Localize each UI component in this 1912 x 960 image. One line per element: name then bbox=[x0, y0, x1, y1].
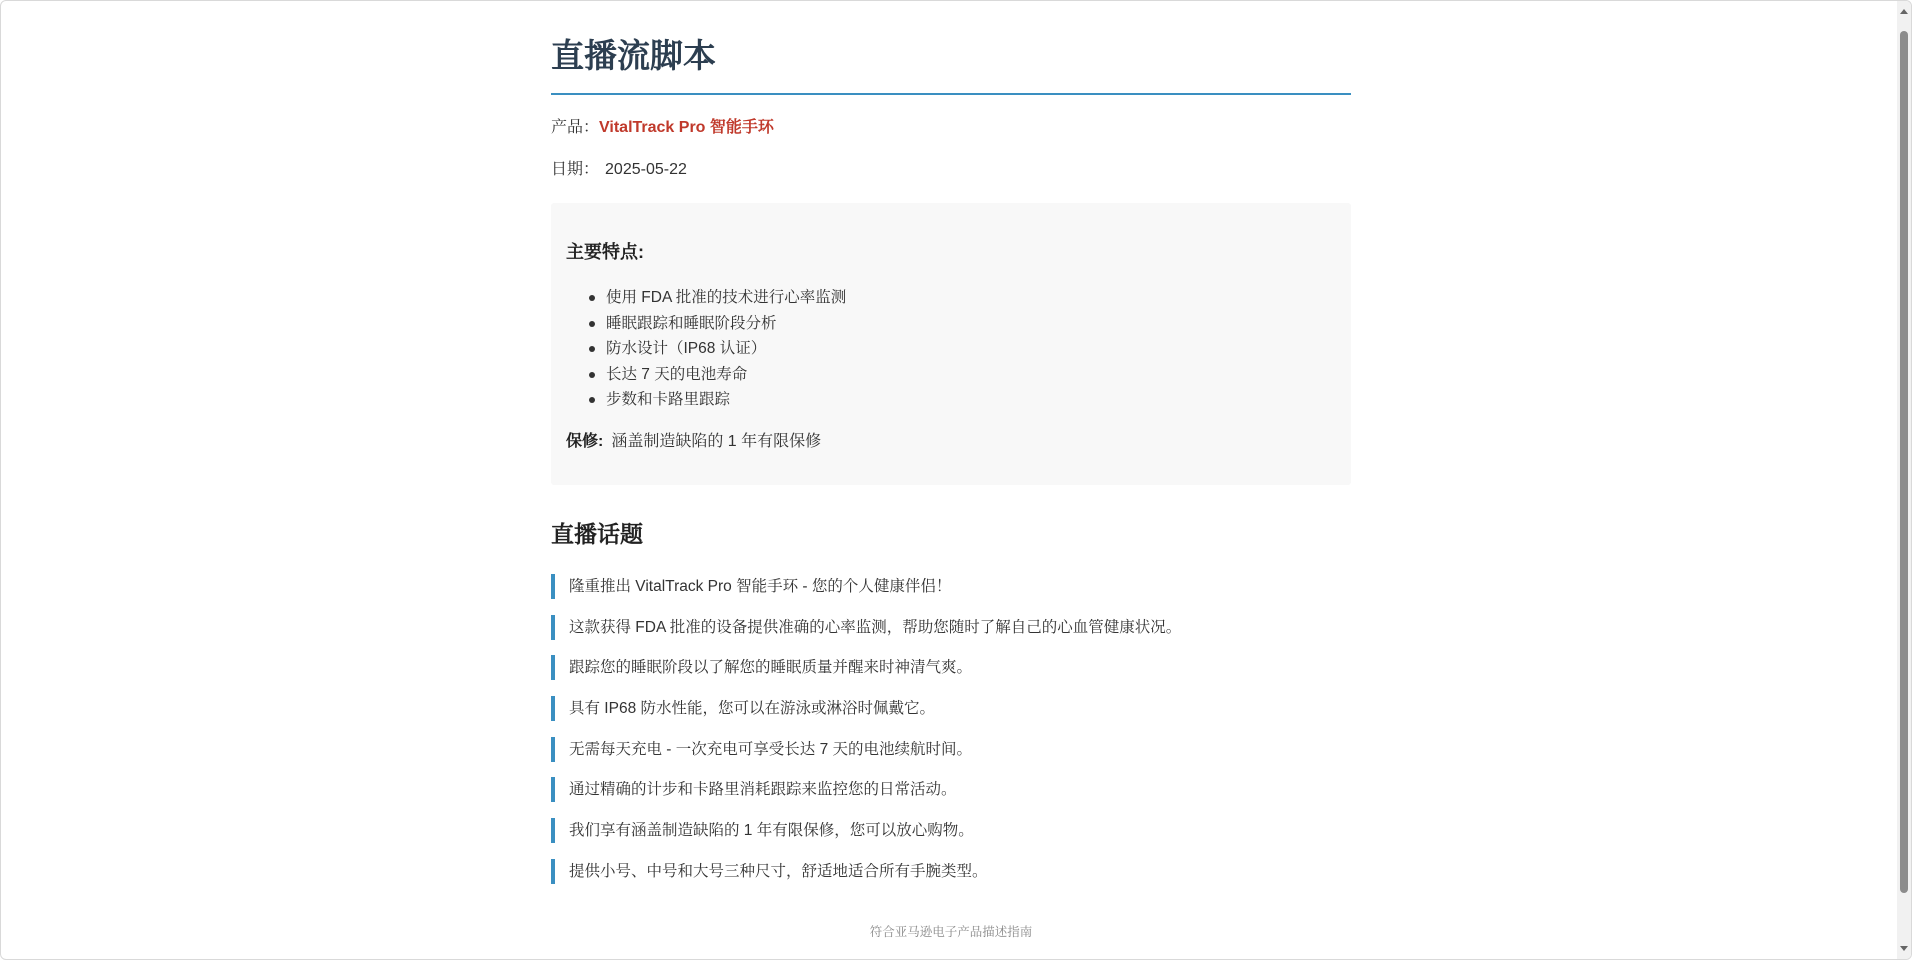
scroll-down-arrow-icon[interactable] bbox=[1900, 946, 1908, 951]
scroll-up-arrow-icon[interactable] bbox=[1900, 9, 1908, 14]
page-title: 直播流脚本 bbox=[551, 1, 1351, 95]
topic-item: 提供小号、中号和大号三种尺寸，舒适地适合所有手腕类型。 bbox=[551, 859, 1351, 884]
warranty-line bbox=[566, 431, 821, 453]
document-content bbox=[551, 1, 1351, 880]
features-box bbox=[551, 203, 1351, 485]
features-title: 主要特点: bbox=[566, 242, 644, 262]
topic-item: 跟踪您的睡眠阶段以了解您的睡眠质量并醒来时神清气爽。 bbox=[551, 655, 1351, 680]
feature-item: 步数和卡路里跟踪 bbox=[606, 387, 846, 413]
feature-item: 使用 FDA 批准的技术进行心率监测 bbox=[606, 285, 846, 311]
feature-item: 长达 7 天的电池寿命 bbox=[606, 362, 846, 388]
warranty-label: 保修: bbox=[566, 433, 604, 450]
topic-item: 无需每天充电 - 一次充电可享受长达 7 天的电池续航时间。 bbox=[551, 737, 1351, 762]
topic-item: 我们享有涵盖制造缺陷的 1 年有限保修，您可以放心购物。 bbox=[551, 818, 1351, 843]
stream-topics-list bbox=[551, 574, 1351, 900]
topic-item: 具有 IP68 防水性能，您可以在游泳或淋浴时佩戴它。 bbox=[551, 696, 1351, 721]
stream-topics-title: 直播话题 bbox=[551, 521, 643, 547]
topic-item: 这款获得 FDA 批准的设备提供准确的心率监测，帮助您随时了解自己的心血管健康状况。 bbox=[551, 615, 1351, 640]
scrollbar-thumb[interactable] bbox=[1900, 31, 1908, 893]
feature-item: 防水设计（IP68 认证） bbox=[606, 336, 846, 362]
topic-item: 通过精确的计步和卡路里消耗跟踪来监控您的日常活动。 bbox=[551, 777, 1351, 802]
date-value: 2025-05-22 bbox=[605, 161, 687, 178]
product-line bbox=[551, 118, 774, 138]
feature-item: 睡眠跟踪和睡眠阶段分析 bbox=[606, 311, 846, 337]
footer-note: 符合亚马逊电子产品描述指南 bbox=[869, 925, 1033, 939]
date-line bbox=[551, 160, 687, 180]
warranty-value: 涵盖制造缺陷的 1 年有限保修 bbox=[611, 433, 822, 450]
vertical-scrollbar[interactable] bbox=[1897, 1, 1911, 959]
features-list bbox=[566, 285, 846, 413]
topic-item: 隆重推出 VitalTrack Pro 智能手环 - 您的个人健康伴侣！ bbox=[551, 574, 1351, 599]
date-label: 日期： bbox=[551, 161, 600, 178]
product-name: VitalTrack Pro 智能手环 bbox=[599, 119, 774, 136]
product-label: 产品： bbox=[551, 119, 600, 136]
